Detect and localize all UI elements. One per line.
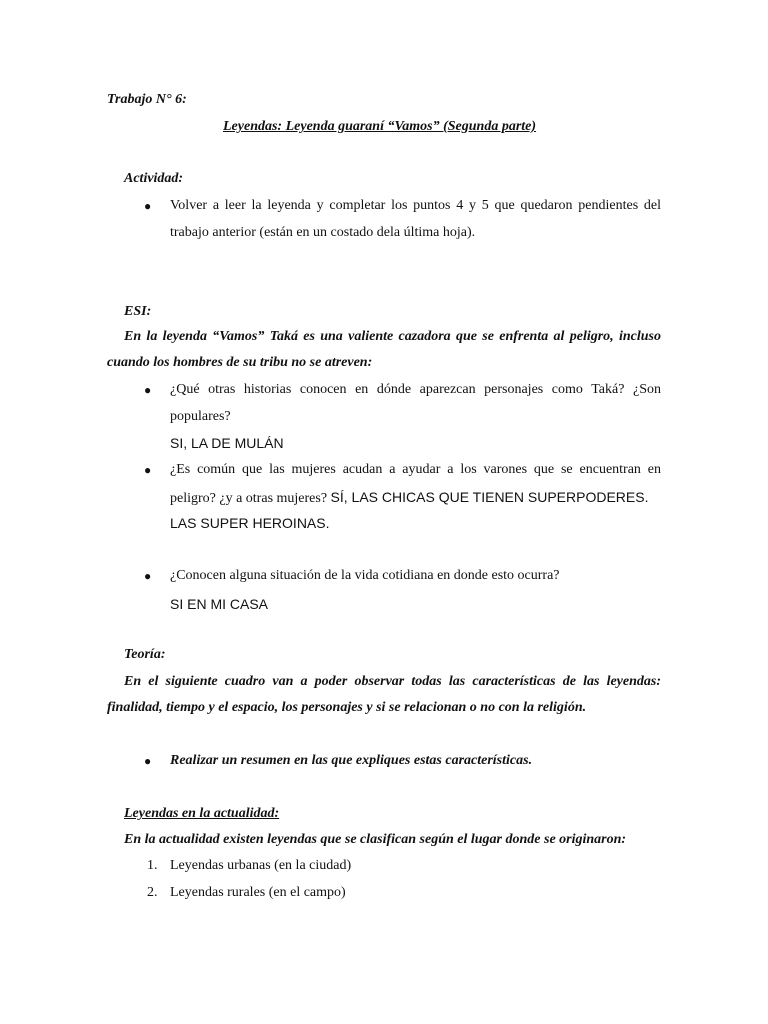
esi-question-2-line1: ¿Es común que las mujeres acudan a ayudar a los varones que se encuentran en (170, 462, 661, 477)
theory-heading: Teoría: (124, 647, 166, 662)
esi-intro-line2: cuando los hombres de su tribu no se atreven: (107, 355, 373, 370)
esi-question-3: ¿Conocen alguna situación de la vida cotidiana en donde esto ocurra? (170, 568, 560, 583)
bullet-icon: ● (144, 569, 152, 583)
esi-question-2-line2-text: peligro? ¿y a otras mujeres? (170, 491, 328, 506)
esi-answer-3: SI EN MI CASA (170, 596, 269, 612)
bullet-icon: ● (144, 199, 152, 213)
bullet-icon: ● (144, 383, 152, 397)
list-item-number: 1. (147, 858, 158, 873)
esi-question-1-line2: populares? (170, 409, 231, 424)
list-item: Leyendas urbanas (en la ciudad) (170, 858, 352, 873)
bullet-icon: ● (144, 463, 152, 477)
esi-answer-2-part1: SÍ, LAS CHICAS QUE TIENEN SUPERPODERES. (330, 489, 649, 505)
list-item-number: 2. (147, 885, 158, 900)
theory-task: Realizar un resumen en las que expliques estas características. (170, 753, 533, 768)
today-heading: Leyendas en la actualidad: (124, 806, 280, 821)
esi-answer-2-part2: LAS SUPER HEROINAS. (170, 515, 330, 531)
activity-item-line2: trabajo anterior (están en un costado dela última hoja). (170, 225, 476, 240)
work-title: Trabajo N° 6: (107, 92, 187, 107)
list-item: Leyendas rurales (en el campo) (170, 885, 346, 900)
theory-line1: En el siguiente cuadro van a poder observar todas las características de las leyendas: (124, 674, 661, 689)
activity-item-line1: Volver a leer la leyenda y completar los puntos 4 y 5 que quedaron pendientes del (170, 198, 661, 213)
esi-intro-line1: En la leyenda “Vamos” Taká es una valiente cazadora que se enfrenta al peligro, incluso (124, 329, 661, 344)
bullet-icon: ● (144, 754, 152, 768)
today-intro: En la actualidad existen leyendas que se clasifican según el lugar donde se originaron: (124, 832, 627, 847)
esi-heading: ESI: (124, 304, 152, 319)
theory-line2: finalidad, tiempo y el espacio, los personajes y si se relacionan o no con la religión. (107, 700, 587, 715)
main-title: Leyendas: Leyenda guaraní “Vamos” (Segunda parte) (223, 119, 537, 134)
esi-answer-1: SI, LA DE MULÁN (170, 435, 284, 451)
activity-heading: Actividad: (124, 171, 184, 186)
esi-question-1-line1: ¿Qué otras historias conocen en dónde aparezcan personajes como Taká? ¿Son (170, 382, 661, 397)
esi-question-2-line2 (170, 488, 648, 508)
